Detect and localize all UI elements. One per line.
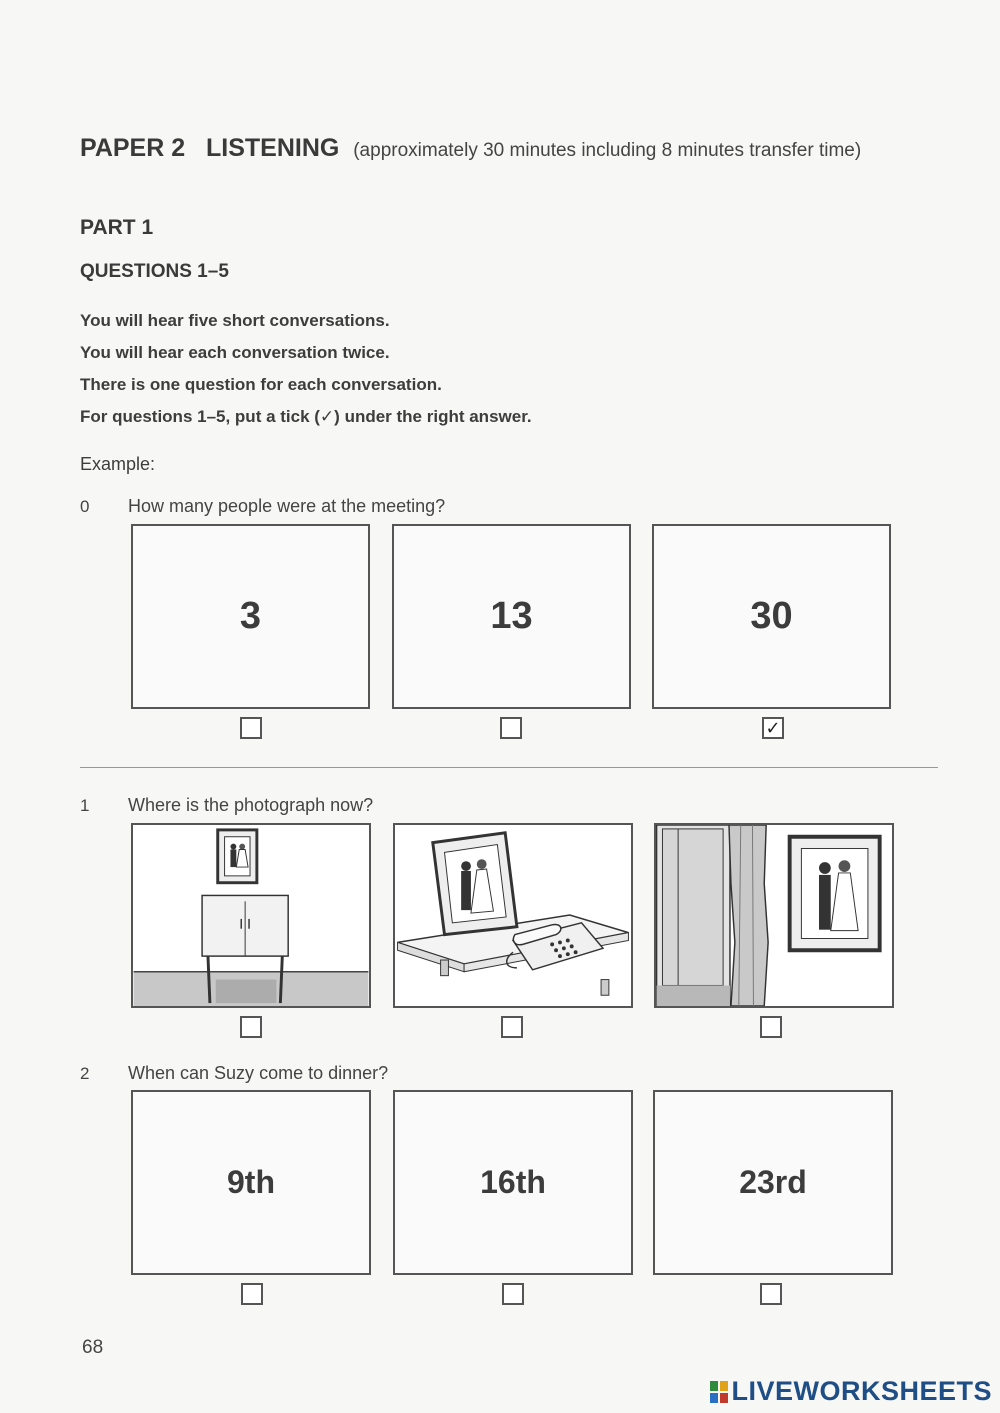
answer-option-card: 16th	[393, 1090, 633, 1275]
page-number: 68	[82, 1337, 104, 1358]
answer-checkbox[interactable]	[760, 1283, 782, 1305]
answer-checkbox[interactable]	[240, 1016, 262, 1038]
question-text: When can Suzy come to dinner?	[128, 1063, 389, 1083]
answer-option-card: 30	[652, 524, 891, 709]
section-label: LISTENING	[205, 134, 340, 162]
photo-on-wall-by-window-picture	[654, 823, 894, 1008]
answer-checkbox[interactable]	[502, 1283, 524, 1305]
question-text: Where is the photograph now?	[128, 795, 374, 815]
section-divider	[80, 767, 938, 768]
paper-label: PAPER 2	[80, 134, 186, 162]
shelf-telephone-illustration	[395, 825, 631, 1006]
photo-on-wall-above-cupboard-picture	[131, 823, 371, 1008]
photo-on-shelf-by-telephone-picture	[393, 823, 633, 1008]
question-number: 0	[80, 497, 90, 516]
answer-checkbox[interactable]	[501, 1016, 523, 1038]
answer-option-card: 9th	[131, 1090, 371, 1275]
question-number: 1	[80, 796, 90, 815]
answer-checkbox[interactable]	[240, 717, 262, 739]
answer-checkbox[interactable]	[760, 1016, 782, 1038]
question-number: 2	[80, 1064, 90, 1083]
questions-heading: QUESTIONS 1–5	[80, 261, 229, 282]
logo-text: LIVEWORKSHEETS	[731, 1376, 992, 1406]
answer-option-card: 13	[392, 524, 631, 709]
answer-option-card: 23rd	[653, 1090, 893, 1275]
logo-mark-icon	[710, 1381, 728, 1403]
part-heading: PART 1	[80, 216, 154, 239]
instruction-line: You will hear each conversation twice.	[80, 343, 390, 362]
window-wall-illustration	[656, 825, 892, 1006]
question-text: How many people were at the meeting?	[128, 496, 446, 516]
paper-title	[80, 134, 861, 163]
duration-note: (approximately 30 minutes including 8 minutes transfer time)	[353, 140, 862, 161]
instruction-line: For questions 1–5, put a tick (✓) under the right answer.	[80, 407, 532, 426]
liveworksheets-logo	[710, 1376, 992, 1407]
wall-cupboard-illustration	[133, 825, 369, 1006]
instruction-line: There is one question for each conversation.	[80, 375, 442, 394]
example-label: Example:	[80, 454, 156, 474]
answer-checkbox[interactable]: ✓	[762, 717, 784, 739]
answer-option-card: 3	[131, 524, 370, 709]
answer-checkbox[interactable]	[241, 1283, 263, 1305]
answer-checkbox[interactable]	[500, 717, 522, 739]
instruction-line: You will hear five short conversations.	[80, 311, 390, 330]
